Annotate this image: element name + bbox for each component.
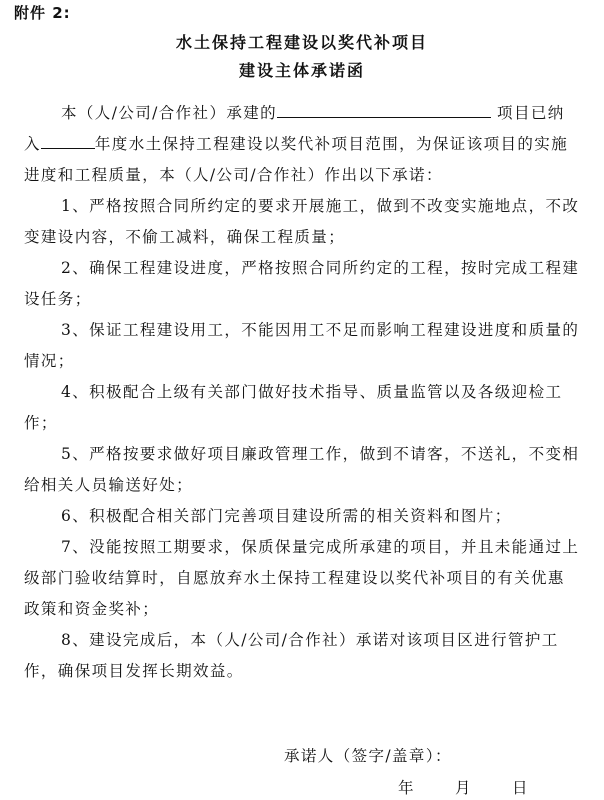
date-day: 日 bbox=[512, 779, 528, 797]
intro-text-2: 项目 bbox=[497, 104, 531, 122]
signature-label: 承诺人（签字/盖章）： bbox=[284, 747, 452, 765]
commitment-item-3: 3、保证工程建设用工，不能因用工不足而影响工程建设进度和质量的情况； bbox=[24, 321, 580, 370]
commitment-item-1: 1、严格按照合同所约定的要求开展施工，做到不改变实施地点，不改变建设内容，不偷工减料，确保工程质量； bbox=[24, 197, 580, 246]
document-title: 水土保持工程建设以奖代补项目 bbox=[175, 33, 428, 52]
date-month: 月 bbox=[455, 779, 471, 797]
year-blank[interactable] bbox=[41, 130, 95, 149]
intro-paragraph bbox=[24, 98, 580, 191]
commitment-item-7: 7、没能按照工期要求，保质保量完成所承建的项目，并且未能通过上级部门验收结算时，自愿放弃水土保持工程建设以奖代补项目的有关优惠政策和资金奖补； bbox=[24, 538, 580, 618]
project-name-blank[interactable] bbox=[277, 99, 491, 118]
intro-text-3: 已纳入 bbox=[24, 104, 565, 153]
commitment-item-8: 8、建设完成后，本（人/公司/合作社）承诺对该项目区进行管护工作，确保项目发挥长期效益。 bbox=[24, 631, 559, 680]
commitment-item-2: 2、确保工程建设进度，严格按照合同所约定的工程，按时完成工程建设任务； bbox=[24, 259, 580, 308]
date-year: 年 bbox=[398, 779, 414, 797]
intro-text-1: 本（人/公司/合作社）承建的 bbox=[61, 104, 278, 122]
document-subtitle: 建设主体承诺函 bbox=[238, 61, 365, 80]
commitment-item-6: 6、积极配合相关部门完善项目建设所需的相关资料和图片； bbox=[61, 507, 512, 525]
commitment-item-5: 5、严格按要求做好项目廉政管理工作，做到不请客，不送礼，不变相给相关人员输送好处； bbox=[24, 445, 580, 494]
commitment-item-4: 4、积极配合上级有关部门做好技术指导、质量监管以及各级迎检工作； bbox=[24, 383, 563, 432]
attachment-label: 附件 2: bbox=[14, 4, 71, 22]
letter-body bbox=[24, 98, 580, 687]
intro-text-4: 年度水土保持工程建设以奖代补项目范围，为保证该项目的实施进度和工程质量，本（人/公司/合作社）作出以下承诺： bbox=[24, 135, 569, 184]
